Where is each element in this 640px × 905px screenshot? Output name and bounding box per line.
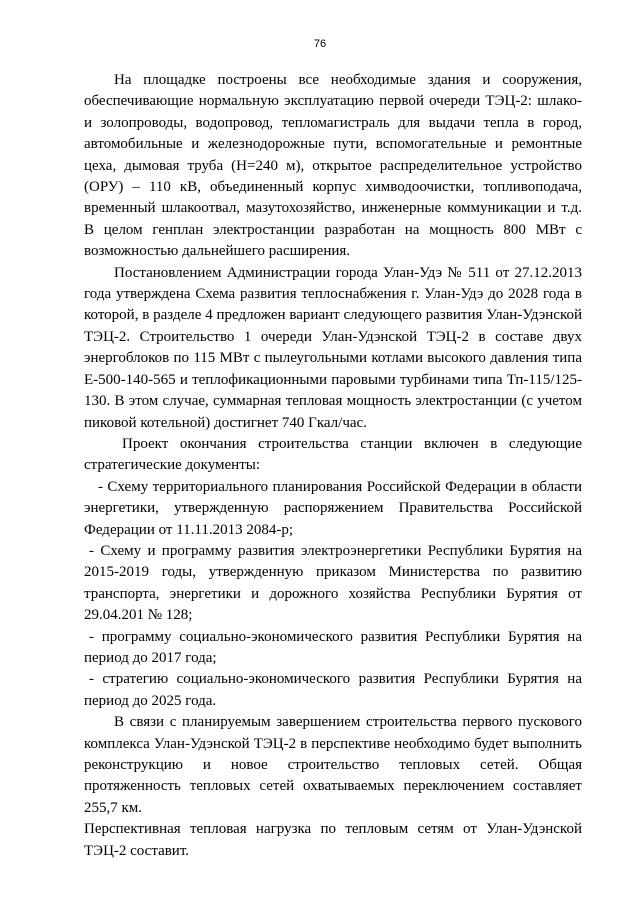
list-item-socio-economic-program: - программу социально-экономического развития Республики Бурятия на период до 2017 года; <box>84 628 582 666</box>
paragraph-heat-networks: В связи с планируемым завершением строительства первого пускового комплекса Улан-Удэнской ТЭЦ-2 в перспективе необходимо будет выполнить реконструкцию и новое строительство тепловых сетей. Общая протяженность тепловых сетей охватываемых переключением составляет 255,7 км. <box>84 714 582 816</box>
list-item-territorial-scheme: - Схему территориального планирования Российской Федерации в области энергетики, утвержденную распоряжением Правительства Российской Федерации от 11.11.2013 2084-р; <box>84 478 582 538</box>
list-item-socio-economic-strategy: - стратегию социально-экономического развития Республики Бурятия на период до 2025 года. <box>84 671 582 709</box>
paragraph-construction: На площадке построены все необходимые здания и сооружения, обеспечивающие нормальную эксплуатацию первой очереди ТЭЦ-2: шлако- и золопроводы, водопровод, тепломагистраль для выдачи тепла в город, автомобильные и железнодорожные пути, вспомогательные и ремонтные цеха, дымовая труба (Н=240 м), открытое распределительное устройство (ОРУ) – 110 кВ, объединенный корпус химводоочистки, топливоподача, временный шлакоотвал, мазутохозяйство, инженерные коммуникации и т.д. В целом генплан электростанции разработан на мощность 800 МВт с возможностью дальнейшего расширения. <box>84 72 582 260</box>
paragraph-strategic-docs-intro: Проект окончания строительства станции включен в следующие стратегические документы: <box>84 435 582 474</box>
page-number: 76 <box>313 38 327 50</box>
paragraph-resolution: Постановлением Администрации города Улан-Удэ № 511 от 27.12.2013 года утверждена Схема развития теплоснабжения г. Улан-Удэ до 2028 года в которой, в разделе 4 предложен вариант следующего развития Улан-Удэнской ТЭЦ-2. Строительство 1 очереди Улан-Удэнской ТЭЦ-2 в составе двух энергоблоков по 115 МВт с пылеугольными котлами высокого давления типа Е-500-140-565 и теплофикационными паровыми турбинами типа Тп-115/125-130. В этом случае, суммарная тепловая мощность электростанции (с учетом пиковой котельной) достигнет 740 Гкал/час. <box>84 264 582 431</box>
document-body <box>84 70 582 862</box>
list-item-power-program: - Схему и программу развития электроэнергетики Республики Бурятия на 2015-2019 годы, утвержденную приказом Министерства по развитию транспорта, энергетики и дорожного хозяйства Республики Бурятия от 29.04.201 № 128; <box>84 542 582 624</box>
paragraph-heat-load: Перспективная тепловая нагрузка по тепловым сетям от Улан-Удэнской ТЭЦ-2 составит. <box>84 821 582 859</box>
